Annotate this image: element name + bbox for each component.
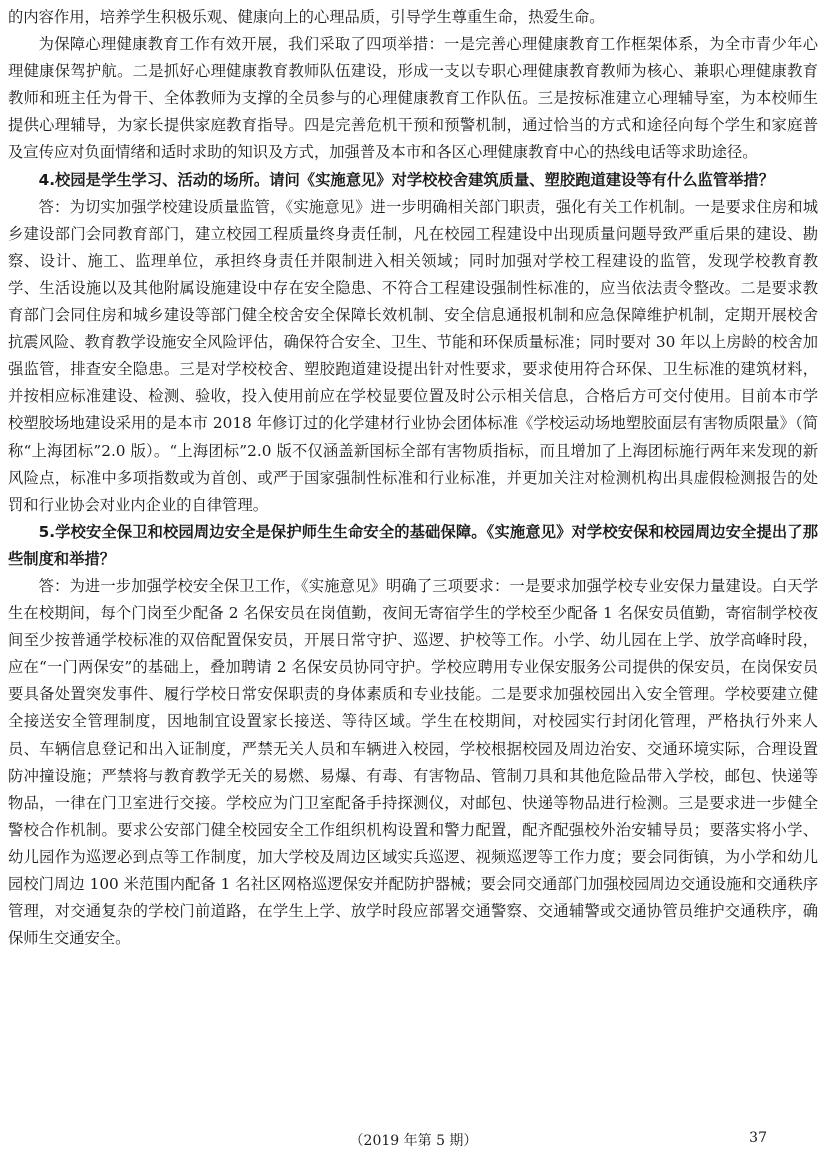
question-4: 4.校园是学生学习、活动的场所。请问《实施意见》对学校校舍建筑质量、塑胶跑道建设等有什么监管举措？: [38, 170, 775, 189]
answer-4: 答：为切实加强学校建设质量监管，《实施意见》进一步明确相关部门职责，强化有关工作机制。一是要求住房和城乡建设部门会同教育部门，建立校园工程质量终身责任制，凡在校园工程建设中出现质量问题导致严重后果的建设、勘察、设计、施工、监理单位，承担终身责任并限制进入相关领域；同时加强对学校工程建设的监管，发现学校教育教学、生活设施以及其他附属设施建设中存在安全隐患、不符合工程建设强制性标准的，应当依法责令整改。二是要求教育部门会同住房和城乡建设等部门健全校舍安全保障长效机制、安全信息通报机制和应急保障维护机制，定期开展校舍抗震风险、教育教学设施安全风险评估，确保符合安全、卫生、节能和环保质量标准；同时要对 30 年以上房龄的校舍加强监管，排查安全隐患。三是对学校校舍、塑胶跑道建设提出针对性要求，要求使用符合环保、卫生标准的建筑材料，并按相应标准建设、检测、验收，投入使用前应在学校显要位置及时公示相关信息，合格后方可交付使用。目前本市学校塑胶场地建设采用的是本市 2018 年修订过的化学建材行业协会团体标准《学校运动场地塑胶面层有害物质限量》（简称“上海团标”2.0 版）。“上海团标”2.0 版不仅涵盖新国标全部有害物质指标，而且增加了上海团标施行两年来发现的新风险点，标准中多项指数或为首创、或严于国家强制性标准和行业标准，并更加关注对检测机构出具虚假检测报告的处罚和行业协会对业内企业的自律管理。: [8, 197, 818, 514]
page-footer: [0, 1130, 827, 1152]
paragraph-continued: 的内容作用，培养学生积极乐观、健康向上的心理品质，引导学生尊重生命，热爱生命。: [8, 8, 605, 26]
article-body: [8, 4, 818, 952]
question-5: 5.学校安全保卫和校园周边安全是保护师生生命安全的基础保障。《实施意见》对学校安保和校园周边安全提出了那些制度和举措？: [8, 522, 818, 568]
page-number: 37: [749, 1130, 767, 1146]
paragraph-measures: 为保障心理健康教育工作有效开展，我们采取了四项举措：一是完善心理健康教育工作框架体系，为全市青少年心理健康保驾护航。二是抓好心理健康教育教师队伍建设，形成一支以专职心理健康教育教师为核心、兼职心理健康教育教师和班主任为骨干、全体教师为支撑的全员参与的心理健康教育工作队伍。三是按标准建立心理辅导室，为本校师生提供心理辅导，为家长提供家庭教育指导。四是完善危机干预和预警机制，通过恰当的方式和途径向每个学生和家庭普及宣传应对负面情绪和适时求助的知识及方式，加强普及本市和各区心理健康教育中心的热线电话等求助途径。: [8, 35, 818, 162]
answer-5: 答：为进一步加强学校安全保卫工作，《实施意见》明确了三项要求：一是要求加强学校专业安保力量建设。白天学生在校期间，每个门岗至少配备 2 名保安员在岗值勤，夜间无寄宿学生的学校至少配备 1 名保安员值勤，寄宿制学校夜间至少按普通学校标准的双倍配置保安员，开展日常守护、巡逻、护校等工作。小学、幼儿园在上学、放学高峰时段，应在“一门两保安”的基础上，叠加聘请 2 名保安员协同守护。学校应聘用专业保安服务公司提供的保安员，在岗保安员要具备处置突发事件、履行学校日常安保职责的身体素质和专业技能。二是要求加强校园出入安全管理。学校要建立健全接送安全管理制度，因地制宜设置家长接送、等待区域。学生在校期间，对校园实行封闭化管理，严格执行外来人员、车辆信息登记和出入证制度，严禁无关人员和车辆进入校园，学校根据校园及周边治安、交通环境实际，合理设置防冲撞设施；严禁将与教育教学无关的易燃、易爆、有毒、有害物品、管制刀具和其他危险品带入学校，邮包、快递等物品，一律在门卫室进行交接。学校应为门卫室配备手持探测仪，对邮包、快递等物品进行检测。三是要求进一步健全警校合作机制。要求公安部门健全校园安全工作组织机构设置和警力配置，配齐配强校外治安辅导员；要落实将小学、幼儿园作为巡逻必到点等工作制度，加大学校及周边区域实兵巡逻、视频巡逻等工作力度；要会同街镇，为小学和幼儿园校门周边 100 米范围内配备 1 名社区网格巡逻保安并配防护器械；要会同交通部门加强校园周边交通设施和交通秩序管理，对交通复杂的学校门前道路，在学生上学、放学时段应部署交通警察、交通辅警或交通协管员维护交通秩序，确保师生交通安全。: [8, 576, 818, 948]
issue-label: （2019 年第 5 期）: [349, 1133, 478, 1149]
